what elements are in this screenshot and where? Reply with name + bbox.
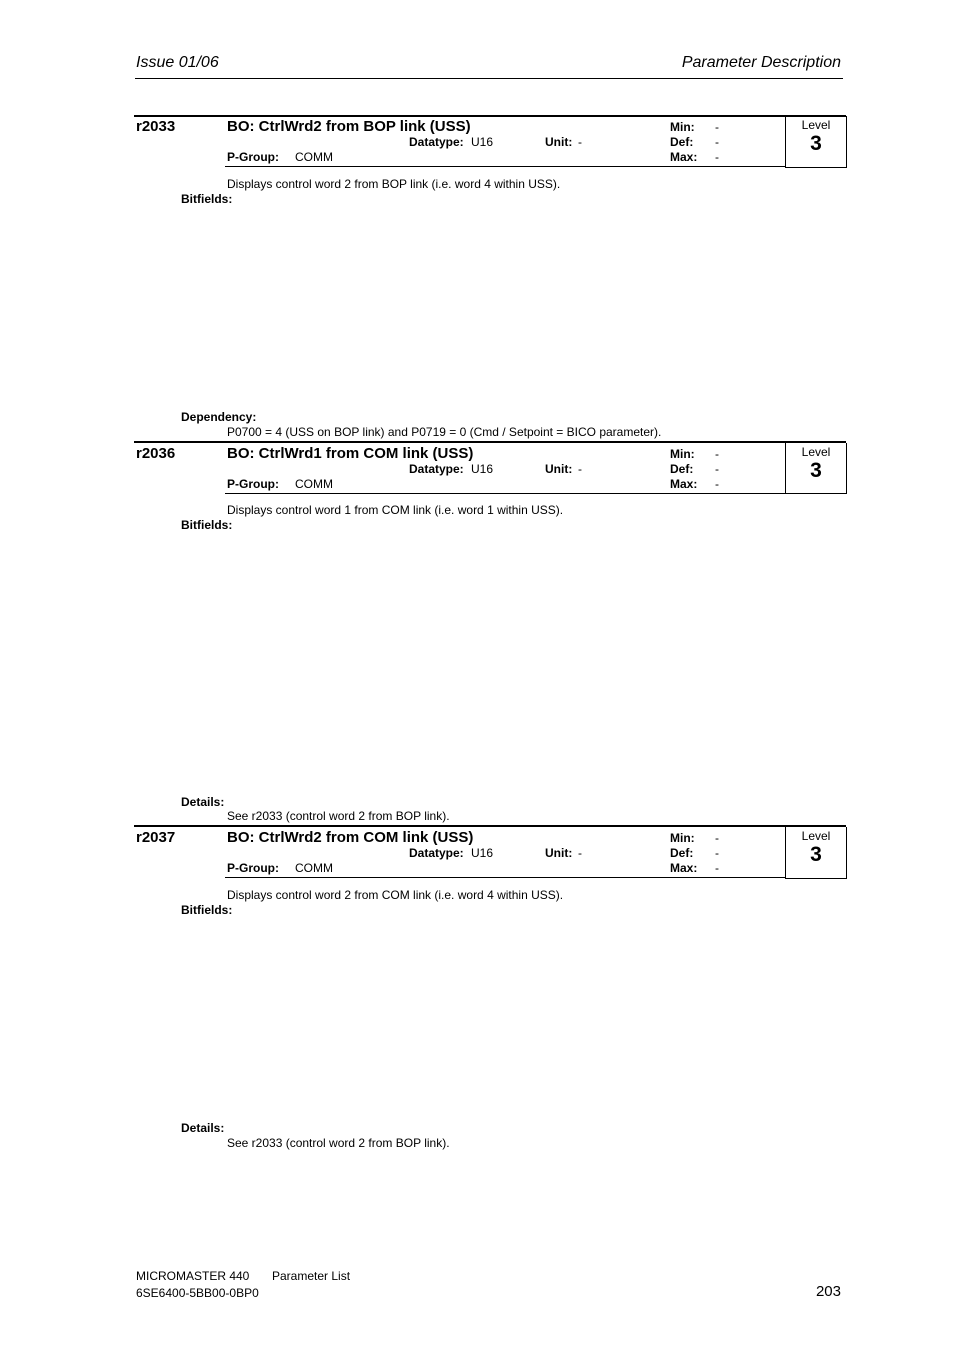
datatype-value: U16 <box>471 846 494 860</box>
level-box <box>785 116 847 168</box>
parameter-id: r2036 <box>136 445 176 462</box>
dependency-label: Dependency: <box>181 410 257 424</box>
datatype-label: Datatype: <box>409 846 464 860</box>
unit-label: Unit: <box>545 846 573 860</box>
bitfields-label: Bitfields: <box>181 192 233 206</box>
bitfields-label: Bitfields: <box>181 518 233 532</box>
max-label: Max: <box>670 861 698 875</box>
min-value: - <box>715 447 719 461</box>
page-number: 203 <box>815 1283 841 1300</box>
parameter-top-rule <box>134 441 846 443</box>
footer-doc-type: Parameter List <box>272 1269 351 1283</box>
parameter-description: Displays control word 1 from COM link (i.e. word 1 within USS). <box>227 503 564 517</box>
pgroup-value: COMM <box>295 150 333 164</box>
pgroup-label: P-Group: <box>227 150 279 164</box>
bitfields-label: Bitfields: <box>181 903 233 917</box>
footer-order-number: 6SE6400-5BB00-0BP0 <box>136 1286 259 1300</box>
header-issue: Issue 01/06 <box>136 54 219 71</box>
min-label: Min: <box>670 831 695 845</box>
datatype-label: Datatype: <box>409 135 464 149</box>
def-label: Def: <box>670 135 694 149</box>
header-section: Parameter Description <box>681 54 841 71</box>
level-number: 3 <box>810 843 822 866</box>
parameter-bottom-rule <box>225 877 785 878</box>
min-value: - <box>715 831 719 845</box>
unit-value: - <box>578 135 582 149</box>
parameter-name: BO: CtrlWrd2 from BOP link (USS) <box>227 118 471 135</box>
pgroup-value: COMM <box>295 861 333 875</box>
parameter-name: BO: CtrlWrd2 from COM link (USS) <box>227 829 474 846</box>
min-value: - <box>715 120 719 134</box>
datatype-value: U16 <box>471 462 494 476</box>
max-value: - <box>715 861 719 875</box>
details-text: See r2033 (control word 2 from BOP link). <box>227 809 450 823</box>
min-label: Min: <box>670 447 695 461</box>
pgroup-label: P-Group: <box>227 477 279 491</box>
parameter-bottom-rule <box>225 166 785 167</box>
unit-label: Unit: <box>545 462 573 476</box>
details-label: Details: <box>181 1121 225 1135</box>
level-number: 3 <box>810 132 822 155</box>
details-text: See r2033 (control word 2 from BOP link). <box>227 1136 450 1150</box>
max-value: - <box>715 477 719 491</box>
datatype-value: U16 <box>471 135 494 149</box>
max-value: - <box>715 150 719 164</box>
parameter-description: Displays control word 2 from COM link (i.e. word 4 within USS). <box>227 888 564 902</box>
level-label: Level <box>801 829 831 843</box>
min-label: Min: <box>670 120 695 134</box>
level-number: 3 <box>810 459 822 482</box>
max-label: Max: <box>670 477 698 491</box>
parameter-id: r2033 <box>136 118 176 135</box>
def-label: Def: <box>670 462 694 476</box>
parameter-top-rule <box>134 825 846 827</box>
def-value: - <box>715 135 719 149</box>
level-label: Level <box>801 118 831 132</box>
parameter-bottom-rule <box>225 493 785 494</box>
unit-value: - <box>578 462 582 476</box>
parameter-name: BO: CtrlWrd1 from COM link (USS) <box>227 445 474 462</box>
level-label: Level <box>801 445 831 459</box>
dependency-text: P0700 = 4 (USS on BOP link) and P0719 = 0 (Cmd / Setpoint = BICO parameter). <box>227 425 662 439</box>
parameter-top-rule <box>134 115 846 117</box>
header-rule <box>135 78 843 79</box>
pgroup-value: COMM <box>295 477 333 491</box>
level-box <box>785 443 847 494</box>
footer-product: MICROMASTER 440 <box>136 1269 250 1283</box>
details-label: Details: <box>181 795 225 809</box>
level-box <box>785 827 847 879</box>
max-label: Max: <box>670 150 698 164</box>
pgroup-label: P-Group: <box>227 861 279 875</box>
datatype-label: Datatype: <box>409 462 464 476</box>
parameter-id: r2037 <box>136 829 176 846</box>
def-value: - <box>715 462 719 476</box>
unit-label: Unit: <box>545 135 573 149</box>
unit-value: - <box>578 846 582 860</box>
def-label: Def: <box>670 846 694 860</box>
def-value: - <box>715 846 719 860</box>
parameter-description: Displays control word 2 from BOP link (i.e. word 4 within USS). <box>227 177 561 191</box>
